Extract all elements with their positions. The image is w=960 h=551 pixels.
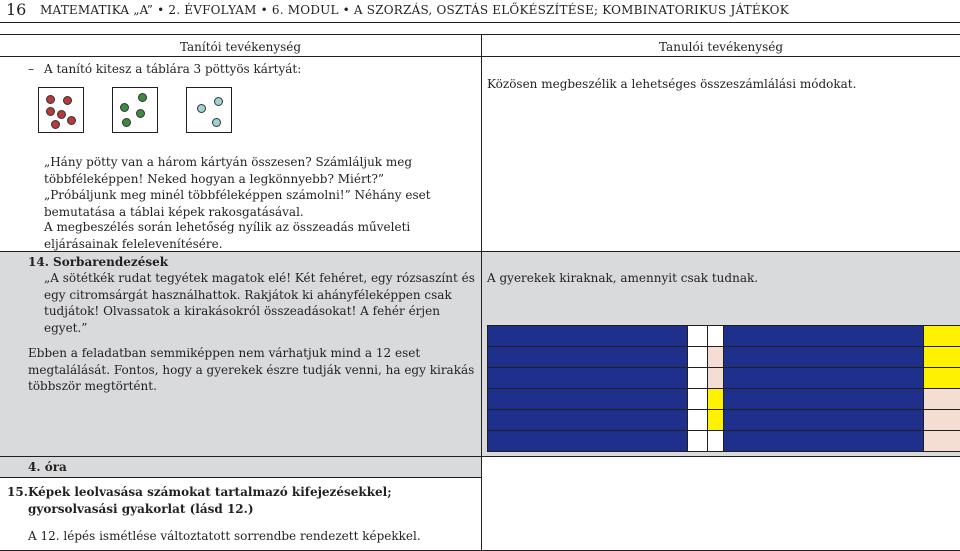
dot (136, 109, 145, 118)
navy-rod (487, 367, 688, 389)
column-header-rule (0, 56, 960, 57)
white-rod (687, 325, 708, 347)
dot (120, 103, 129, 112)
row-rule (0, 456, 960, 457)
dot (214, 97, 223, 106)
yellow-rod (923, 346, 960, 368)
item-15-title: Képek leolvasása számokat tartalmazó kifejezésekkel; gyorsolvasási gyakorlat (lásd 12.) (28, 485, 392, 516)
navy-rod (723, 409, 924, 431)
dot (57, 110, 66, 119)
section-14-student-text: A gyerekek kiraknak, amennyit csak tudnak. (487, 271, 759, 285)
column-divider (481, 34, 482, 551)
dot (122, 118, 131, 127)
running-title: MATEMATIKA „A” • 2. ÉVFOLYAM • 6. MODUL • A SZORZÁS, OSZTÁS ELŐKÉSZÍTÉSE; KOMBINATORIKUS JÁTÉKOK (40, 3, 789, 17)
dot-card-cyan (186, 87, 232, 133)
yellow-rod (923, 367, 960, 389)
navy-rod (723, 430, 924, 452)
white-rod (687, 430, 708, 452)
row-rule (0, 477, 481, 478)
dot (46, 95, 55, 104)
item-15-number: 15. (7, 485, 28, 499)
item-15-text: A 12. lépés ismétlése változtatott sorrendbe rendezett képekkel. (28, 529, 421, 543)
white-rod (687, 388, 708, 410)
dot (138, 93, 147, 102)
dot-card-green (112, 87, 158, 133)
pink-rod (923, 430, 960, 452)
dot (63, 96, 72, 105)
navy-rod (723, 346, 924, 368)
table-top-rule (0, 34, 960, 35)
section-14-instruction: „A sötétkék rudat tegyétek magatok elé! Két fehéret, egy rózsaszínt és egy citromsárgát használhattok. Rakjátok ki ahányféleképpen csak tudjátok! Olvassatok a kirakásokról összeadásokat! A fehér érjen egyet.” (44, 271, 475, 335)
navy-rod (723, 388, 924, 410)
teacher-column-header: Tanítói tevékenység (179, 40, 302, 54)
lesson-label: 4. óra (28, 460, 67, 474)
running-header (0, 0, 960, 22)
dot (212, 118, 221, 127)
intro-text: A tanító kitesz a táblára 3 pöttyös kártyát: (44, 62, 302, 76)
student-discussion-text: Közösen megbeszélik a lehetséges összeszámlálási módokat. (487, 77, 857, 91)
dot (197, 104, 206, 113)
pink-rod (923, 409, 960, 431)
header-rule (0, 22, 960, 23)
dot (67, 116, 76, 125)
dot-card-red (38, 87, 84, 133)
navy-rod (723, 367, 924, 389)
question-count-dots: „Hány pötty van a három kártyán összesen? Számláljuk meg többféleképpen! Neked hogyan a legkönnyebb? Miért?” (44, 155, 413, 186)
white-rod (687, 367, 708, 389)
yellow-rod (923, 325, 960, 347)
navy-rod (487, 346, 688, 368)
page-number: 16 (6, 0, 27, 19)
navy-rod (487, 325, 688, 347)
dot (46, 107, 55, 116)
navy-rod (487, 409, 688, 431)
navy-rod (487, 430, 688, 452)
navy-rod (487, 388, 688, 410)
section-14-note: Ebben a feladatban semmiképpen nem várhatjuk mind a 12 eset megtalálását. Fontos, hogy a gyerekek észre tudják venni, ha egy kirakás többször megtörtént. (28, 346, 475, 393)
bullet-dash: – (28, 62, 34, 76)
navy-rod (723, 325, 924, 347)
section-14-title: 14. Sorbarendezések (28, 255, 169, 269)
white-rod (687, 346, 708, 368)
dot (51, 120, 60, 129)
discussion-note: A megbeszélés során lehetőség nyílik az összeadás műveleti eljárásainak felelevenítésére. (44, 220, 411, 251)
question-more-ways: „Próbáljunk meg minél többféleképpen számolni!” Néhány eset bemutatása a táblai képek rakosgatásával. (44, 188, 431, 219)
pink-rod (923, 388, 960, 410)
lesson-label-background (0, 456, 481, 477)
white-rod (687, 409, 708, 431)
student-column-header: Tanulói tevékenység (658, 40, 784, 54)
rod-arrangements (487, 325, 959, 452)
